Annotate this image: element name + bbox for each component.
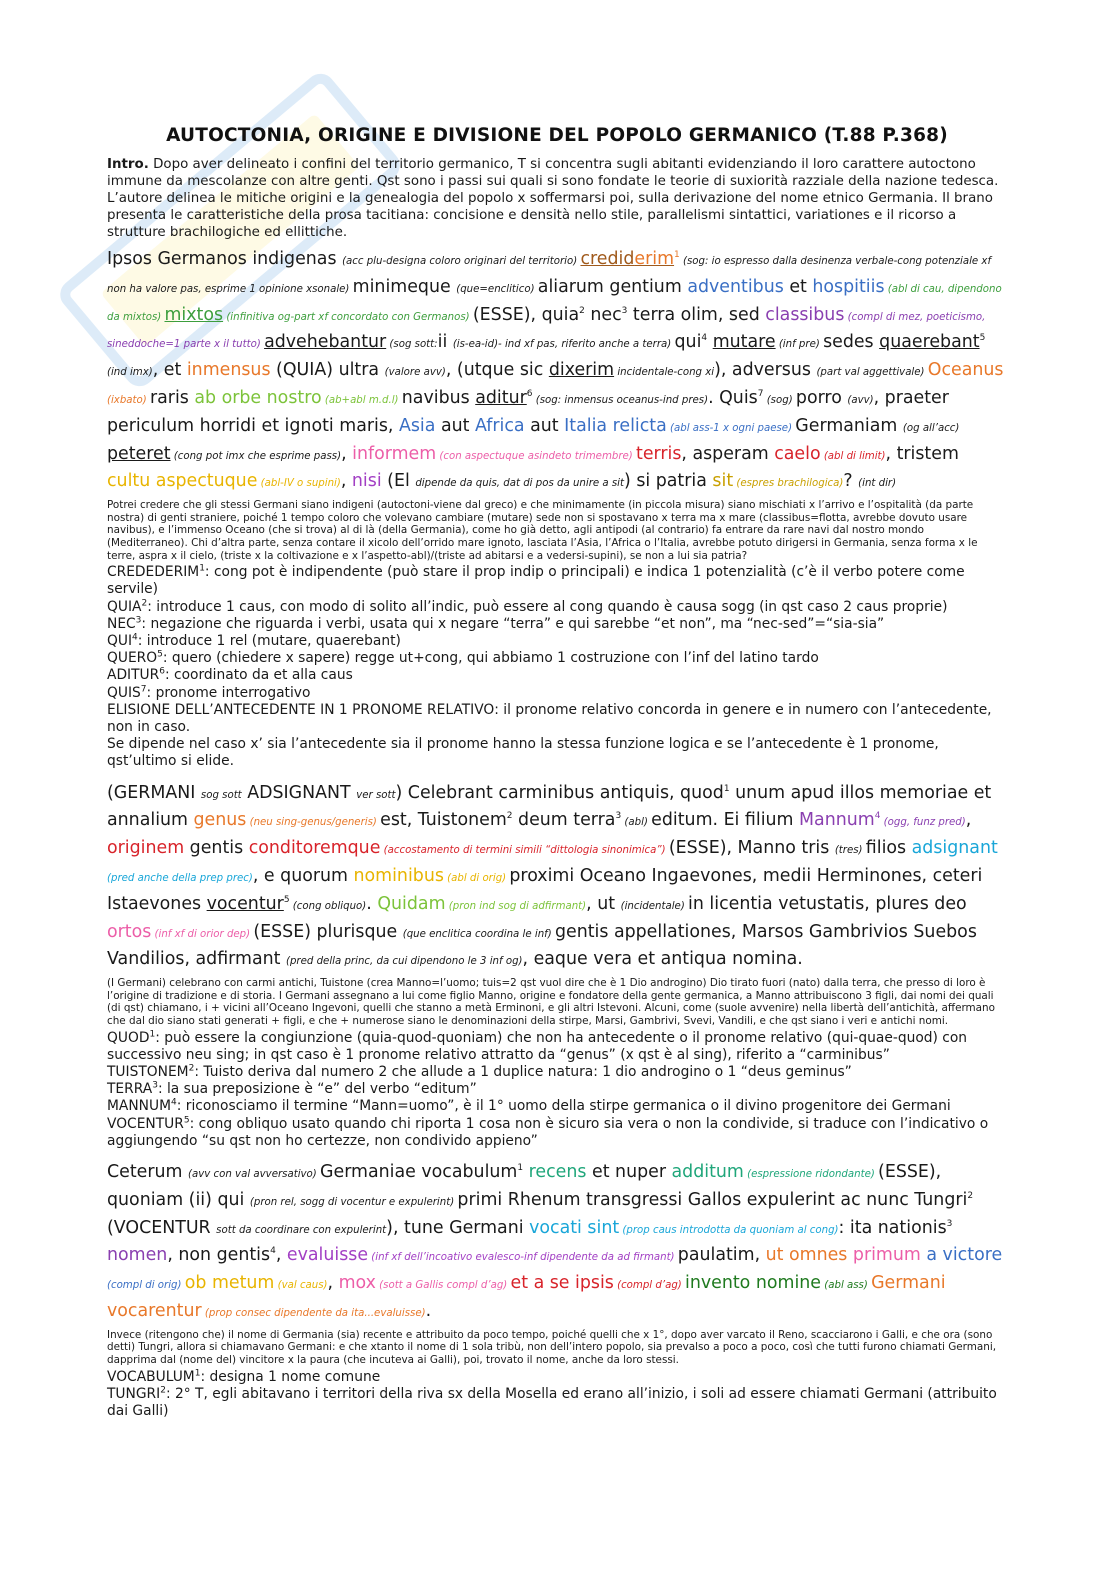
explanation-item (107, 650, 1007, 667)
explanation-item (107, 1116, 1007, 1150)
key-word: inmensus (186, 360, 271, 381)
latin-text: , non gentis (167, 1245, 271, 1266)
latin-text: sedes (823, 332, 880, 353)
explanation-keyword: MANNUM (107, 1098, 171, 1115)
latin-text: . (366, 893, 378, 914)
explanation-keyword: QUIA (107, 598, 142, 615)
word-part: erim (634, 249, 675, 269)
footnote-number: 2 (141, 597, 148, 608)
grammar-note: (neu sing-genus/generis) (246, 817, 381, 829)
grammar-note: (inf pre) (775, 339, 824, 351)
key-word: advehebantur (264, 332, 387, 353)
grammar-note: dipende da quis, dat di pos da unire a sit (415, 478, 624, 490)
latin-text: ii (437, 332, 453, 353)
explanation-keyword: NEC (107, 615, 136, 632)
explanation-text: : negazione che riguarda i verbi, usata qui x negare “terra” e qui sarebbe “et non”, ma “nec-sed”=“sia-sia” (141, 615, 885, 632)
intro-text: Dopo aver delineato i confini del territorio germanico, T si concentra sugli abitanti evidenziando il loro carattere autoctono immune da mescolanze con altre genti. Qst sono i passi sui quali si sono fondate le teorie di suxiorità razziale della nazione tedesca. L’autore delinea le mitiche origini e la genealogia del popolo x soffermarsi poi, sulla derivazione del nome etnico Germania. Il brano presenta le caratteristiche della prosa tacitiana: concisione e densità nello stile, parallelismi sintattici, variationes e il ricorso a strutture brachilogiche ed ellittiche. (107, 157, 999, 240)
explanation-item (107, 1030, 1007, 1064)
grammar-note: (abl di limit) (820, 450, 886, 462)
key-word: caelo (774, 443, 821, 464)
key-word: Germani vocarentur (107, 1273, 946, 1321)
explanations-3 (107, 1369, 1007, 1421)
footnote-number: 5 (183, 1114, 190, 1125)
grammar-note: ver sott (356, 789, 396, 801)
latin-text: . Quis (708, 387, 758, 408)
key-word: mutare (712, 332, 776, 353)
key-word: vocati sint (529, 1217, 620, 1238)
key-word: adsignant (911, 838, 998, 859)
key-word: Mannum (799, 810, 875, 831)
translation-3: Invece (ritengono che) il nome di Germania (sia) recente e attribuito da poco tempo, poiché quelli che x 1°, dopo aver varcato il Reno, scacciarono i Galli, e che ora (sono detti) Tungri, allora si chiamavano Germani: e che xtanto il nome di 1 sola tribù, non dell’intero popolo, sia prevalso a poco a poco, così che tutti furono chiamati Germani, dapprima dal (nome del) vincitore x la paura (che incuteva ai Galli), poi, trovato il nome, anche da loro stessi. (107, 1328, 997, 1366)
explanation-text: : quero (chiedere x sapere) regge ut+cong, qui abbiamo 1 costruzione con l’inf del latino tardo (162, 650, 819, 667)
key-word: nominibus (353, 865, 444, 886)
key-word: a se ipsis (533, 1273, 614, 1294)
footnote-ref: 3 (615, 811, 622, 822)
grammar-note: (sog: inmensus oceanus-ind pres) (532, 394, 709, 406)
document-page (107, 125, 1007, 1420)
latin-text: paulatim, (677, 1245, 766, 1266)
explanation-text: : riconosciamo il termine “Mann=uomo”, è il 1° uomo della stirpe germanica o il divino progenitore dei Germani (176, 1098, 951, 1115)
grammar-note: (tres) (834, 845, 866, 857)
explanation-text: : introduce 1 rel (mutare, quaerebant) (137, 632, 401, 649)
explanation-text: Se dipende nel caso x’ sia l’antecedente sia il pronome hanno la stessa funzione logica e se l’antecedente è 1 pronome, qst’ultimo si elide. (107, 736, 939, 770)
grammar-note: (sog sott: (386, 339, 438, 351)
explanation-item (107, 1098, 1007, 1115)
key-word: ab orbe nostro (194, 387, 322, 408)
grammar-note: (acc plu-designa coloro originari del territorio) (342, 256, 581, 267)
explanation-item (107, 1081, 1007, 1098)
grammar-note: (pred della princ, da cui dipendono le 3 inf og) (285, 956, 523, 968)
grammar-note: (sott a Gallis compl d’ag) (375, 1280, 511, 1292)
latin-text: aut (524, 415, 565, 436)
explanation-item (107, 702, 1007, 736)
footnote-ref: 2 (506, 811, 513, 822)
key-word: et (510, 1273, 529, 1294)
latin-text: , (340, 471, 352, 492)
key-word: peteret (107, 443, 171, 464)
explanation-text: : la sua preposizione è “e” del verbo “editum” (157, 1081, 477, 1098)
page-title: AUTOCTONIA, ORIGINE E DIVISIONE DEL POPOLO GERMANICO (T.88 P.368) (166, 125, 948, 146)
latin-text: aliarum gentium (537, 276, 688, 297)
footnote-ref: 7 (757, 389, 764, 400)
latin-text: minimeque (352, 276, 457, 297)
latin-text: , (341, 443, 353, 464)
explanation-item (107, 1064, 1007, 1081)
latin-text: ? (843, 471, 859, 492)
key-word: aditur (475, 387, 527, 408)
key-word: dixerim (548, 360, 615, 381)
footnote-ref: 1 (517, 1163, 524, 1174)
latin-text: gentis appellationes, Marsos Gambrivios Suebos Vandilios, adfirmant (107, 921, 977, 970)
explanation-keyword: CREDEDERIM (107, 564, 200, 581)
intro-label: Intro. (107, 157, 149, 172)
key-word: additum (671, 1161, 744, 1182)
latin-text: (GERMANI (107, 782, 201, 803)
explanation-text: : coordinato da et alla caus (164, 667, 353, 684)
latin-text: ), adversus (714, 360, 817, 381)
grammar-note: (compl di mez, poeticismo, sineddoche=1 parte x il tutto) (107, 311, 986, 351)
grammar-note: (abl di orig) (443, 872, 510, 884)
key-word: ob metum (184, 1273, 275, 1294)
latin-text: , e quorum (252, 865, 354, 886)
key-word: genus (193, 810, 247, 831)
key-word: mixtos (164, 304, 224, 325)
explanation-item (107, 1369, 1007, 1386)
grammar-note: (pred anche della prep prec) (107, 872, 253, 884)
latin-text: (QUIA) ultra (270, 360, 385, 381)
grammar-note: (accostamento di termini simili “dittologia sinonimica”) (380, 845, 669, 857)
footnote-number: 1 (194, 1367, 201, 1378)
footnote-number: 2 (160, 1385, 166, 1396)
key-word: cultu aspectuque (107, 471, 258, 492)
explanation-item (107, 736, 1007, 770)
grammar-note: (og all’acc) (902, 422, 960, 434)
key-word: conditoremque (248, 838, 381, 859)
key-word: Asia (398, 415, 436, 436)
explanation-text: : pronome interrogativo (146, 684, 311, 701)
latin-text: , asperam (681, 443, 775, 464)
latin-text: , tristem (885, 443, 959, 464)
latin-text: , (327, 1273, 339, 1294)
key-word: sit (712, 471, 734, 492)
grammar-note: (cong pot imx che esprime pass) (170, 450, 342, 462)
latin-text: (VOCENTUR (107, 1217, 217, 1238)
footnote-ref: 4 (270, 1246, 276, 1257)
grammar-note: (abl ass-1 x ogni paese) (666, 422, 796, 434)
latin-text: in licentia vetustatis, plures deo (688, 893, 967, 914)
footnote-number: 1 (199, 563, 205, 574)
latin-text: aut (435, 415, 475, 436)
grammar-note: (abl-IV o supini) (257, 478, 341, 490)
key-word (580, 249, 674, 269)
explanation-text: : designa 1 nome comune (200, 1368, 381, 1385)
explanation-text: : introduce 1 caus, con modo di solito all’indic, può essere al cong quando è causa sogg (in qst caso 2 caus proprie) (147, 598, 948, 615)
latin-text: primi Rhenum transgressi Gallos expulerint ac nunc Tungri (457, 1189, 968, 1210)
explanation-keyword: QUI (107, 632, 133, 649)
latin-text: ) Celebrant carminibus antiquis, quod (395, 782, 724, 803)
latin-text: , ut (586, 893, 621, 914)
key-word: terris (636, 443, 682, 464)
key-word: evaluisse (286, 1245, 369, 1266)
footnote-number: 1 (149, 1028, 156, 1039)
grammar-note: sog sott (200, 789, 242, 801)
latin-text: proximi Oceano Ingaevones, medii Herminones, ceteri Istaevones (107, 865, 983, 914)
grammar-note: (con aspectuque asindeto trimembre) (436, 450, 636, 462)
latin-text: ADSIGNANT (241, 782, 357, 803)
intro-paragraph (107, 156, 1007, 241)
grammar-note: (sog) (763, 394, 796, 406)
key-word: recens (528, 1161, 587, 1182)
explanation-keyword: TUNGRI (107, 1385, 161, 1402)
word-part: credid (580, 249, 635, 269)
footnote-ref: 4 (874, 811, 881, 822)
footnote-ref: 3 (621, 305, 628, 316)
grammar-note: sott da coordinare con expulerint (216, 1224, 387, 1236)
grammar-note: incidentale-cong xi (614, 367, 715, 379)
latin-text: qui (674, 332, 702, 353)
footnote-number: 5 (157, 649, 163, 660)
explanations-2 (107, 1030, 1007, 1150)
grammar-note: (avv con val avversativo) (188, 1168, 321, 1180)
key-word: informem (352, 443, 437, 464)
footnote-number: 2 (188, 1063, 195, 1074)
key-word: nisi (351, 471, 382, 492)
footnote-number: 3 (152, 1080, 158, 1091)
explanation-keyword: VOCENTUR (107, 1115, 184, 1132)
explanation-keyword: QUERO (107, 650, 158, 667)
footnote-number: 3 (135, 615, 142, 626)
grammar-note: (pron ind sog di adfirmant) (445, 900, 587, 912)
latin-text: nec (584, 304, 622, 325)
latin-text: , et (152, 360, 187, 381)
latin-text: et (783, 276, 813, 297)
explanation-keyword: TERRA (107, 1081, 153, 1098)
latin-text: : ita nationis (838, 1217, 947, 1238)
latin-text: (ESSE), Manno tris (668, 838, 835, 859)
footnote-ref: 1 (674, 250, 680, 261)
latin-passage-1 (107, 247, 1007, 497)
key-word: Italia relicta (564, 415, 667, 436)
latin-text: et nuper (586, 1161, 672, 1182)
key-word: ut omnes (765, 1245, 848, 1266)
explanations-1 (107, 564, 1007, 770)
grammar-note: (abl) (621, 817, 652, 829)
key-word: Quidam (377, 893, 446, 914)
grammar-note: (inf xf di orior dep) (151, 928, 254, 940)
latin-text: gentis (184, 838, 249, 859)
explanation-item (107, 1386, 1007, 1420)
grammar-note: (prop consec dipendente da ita...evaluisse) (201, 1307, 426, 1319)
latin-text: filios (865, 838, 912, 859)
explanation-text: : cong obliquo usato quando chi riporta 1 cosa non è sicuro sia vera o non la condivide, si traduce con l’indicativo o aggiungendo “su qst non ho certezze, non condivido appieno” (107, 1115, 989, 1149)
explanation-item (107, 667, 1007, 684)
explanation-text: : il pronome relativo concorda in genere e in numero con l’antecedente, non in caso. (107, 701, 992, 735)
footnote-number: 6 (159, 666, 165, 677)
key-word: adventibus (687, 276, 784, 297)
key-word: quaerebant (879, 332, 980, 353)
grammar-note: (inf xf dell’incoativo evalesco-inf dipendente da ad firmant) (368, 1252, 678, 1264)
grammar-note: (avv) (847, 394, 874, 406)
grammar-note: (sog: io espresso dalla desinenza verbale-cong potenziale xf non ha valore pas, esprime 1 opinione xsonale) (107, 256, 992, 295)
footnote-ref: 2 (967, 1190, 974, 1201)
explanation-text: : cong pot è indipendente (può stare il prop indip o principali) e indica 1 potenzialità (c’è il verbo potere come servile) (107, 564, 965, 598)
latin-text: , (965, 810, 972, 831)
latin-text: (ESSE) plurisque (253, 921, 403, 942)
key-word: invento nomine (685, 1273, 822, 1294)
grammar-note: (abl di cau, dipendono da mixtos) (107, 283, 1002, 323)
latin-text: ) si patria (624, 471, 713, 492)
key-word: a victore (926, 1245, 1003, 1266)
explanation-item (107, 616, 1007, 633)
footnote-ref: 4 (701, 333, 708, 344)
latin-text: , (275, 1245, 287, 1266)
latin-text: , eaque vera et antiqua nomina. (522, 949, 803, 970)
grammar-note: (ogg, funz pred) (880, 817, 966, 829)
explanation-text: : Tuisto deriva dal numero 2 che allude a 1 duplice natura: 1 dio androgino o 1 “deus geminus” (194, 1063, 852, 1080)
footnote-ref: 6 (526, 389, 533, 400)
explanation-item (107, 633, 1007, 650)
latin-text: Germaniam (795, 415, 903, 436)
grammar-note: (compl d’ag) (613, 1280, 685, 1292)
key-word: vocentur (206, 893, 284, 914)
latin-passage-2 (107, 781, 1007, 976)
latin-text: est, Tuistonem (380, 810, 507, 831)
explanation-keyword: QUIS (107, 684, 141, 701)
explanation-text: : 2° T, egli abitavano i territori della riva sx della Mosella ed erano all’inizio, i soli ad essere chiamati Germani (attribuito dai Galli) (107, 1385, 997, 1419)
grammar-note: (valore avv) (384, 367, 446, 379)
key-word: ortos (107, 921, 152, 942)
grammar-note: (infinitiva og-part xf concordato con Germanos) (223, 311, 473, 323)
grammar-note: (cong obliquo) (289, 900, 367, 912)
explanation-keyword: QUOD (107, 1029, 150, 1046)
explanation-keyword: ADITUR (107, 667, 160, 684)
translation-2: (I Germani) celebrano con carmi antichi, Tuistone (crea Manno=l’uomo; tuis=2 qst vuol dire che è 1 Dio androgino) Dio tirato fuori (nato) dalla terra, che presso di loro è l’origine di tradizione e di storia. I Germani assegnano a lui come figlio Manno, origine e fondatore della gente germanica, a Manno attribuiscono 3 figli, dai nomi dei quali (di qst) chiamano, i + vicini all’Oceano Ingevoni, quelli che stanno a metà Erminoni, e gli altri Istevoni. Alcuni, come (suole avvenire) nella libertà dell’antichità, affermano che dal dio siano stati generati + figli, e che + numerose siano le denominazioni della stirpe, Marsi, Gambrivi, Svevi, Vandili, e che qst siano i veri e antichi nomi. (107, 977, 995, 1027)
grammar-note: (is-ea-id)- ind xf pas, riferito anche a terra) (452, 339, 675, 351)
key-word: Africa (474, 415, 525, 436)
latin-text: raris (149, 387, 195, 408)
latin-text: , (utque sic (445, 360, 549, 381)
grammar-note: (incidentale) (620, 900, 689, 912)
key-word: primum (852, 1245, 921, 1266)
key-word: classibus (765, 304, 845, 325)
explanation-item (107, 599, 1007, 616)
latin-text: (ESSE), quia (472, 304, 580, 325)
footnote-ref: 5 (979, 333, 986, 344)
key-word: mox (338, 1273, 376, 1294)
latin-text: deum terra (512, 810, 616, 831)
grammar-note: (compl di orig) (107, 1280, 185, 1292)
grammar-note: (espressione ridondante) (743, 1168, 879, 1180)
key-word: Oceanus (927, 360, 1004, 381)
latin-text: (El (381, 471, 416, 492)
footnote-ref: 5 (283, 894, 290, 905)
latin-text: (ESSE), quoniam (ii) qui (107, 1161, 942, 1210)
grammar-note: (int dir) (858, 478, 897, 490)
grammar-note: (espres brachilogica) (733, 478, 844, 490)
latin-passage-3 (107, 1160, 1007, 1327)
grammar-note: (prop caus introdotta da quoniam al cong) (619, 1224, 839, 1236)
key-word: nomen (107, 1245, 168, 1266)
explanation-keyword: TUISTONEM (107, 1063, 189, 1080)
latin-text: Ipsos Germanos indigenas (107, 249, 343, 269)
latin-text: editum. Ei filium (651, 810, 800, 831)
explanation-keyword: ELISIONE DELL’ANTECEDENTE IN 1 PRONOME RELATIVO (107, 701, 495, 718)
footnote-ref: 1 (723, 783, 730, 794)
grammar-note: (part val aggettivale) (816, 367, 928, 379)
explanation-text: : può essere la congiunzione (quia-quod-quoniam) che non ha antecedente o il pronome relativo (qui-quae-quod) con successivo neu sing; in qst caso è 1 pronome relativo attratto da “genus” (x qst è al sing), riferito a “carminibus” (107, 1029, 968, 1063)
footnote-ref: 3 (946, 1218, 953, 1229)
grammar-note: (val caus) (274, 1280, 328, 1292)
footnote-ref: 2 (579, 305, 585, 316)
footnote-number: 7 (140, 683, 147, 694)
grammar-note: (que=enclitico) (456, 283, 538, 295)
latin-text: porro (795, 387, 848, 408)
grammar-note: (ab+abl m.d.l) (321, 394, 402, 406)
explanation-keyword: VOCABULUM (107, 1368, 195, 1385)
translation-1: Potrei credere che gli stessi Germani siano indigeni (autoctoni-viene dal greco) e che minimamente (in piccola misura) siano mischiati x l’arrivo e l’ospitalità (da parte nostra) di genti straniere, poiché 1 tempo coloro che volevano cambiare (mutare) sede non si spostavano x terra ma x mare (classibus=flotta, avrebbe dovuto usare navibus), e l’immenso Oceano (che si trova) al di là (della Germania), come ho già detto, agli antipodi (al contrario) fa entrare da rare navi dal nostro mondo (Mediterraneo). Chi d’altra parte, senza contare il xicolo dell’orrido mare ignoto, lasciata l’Asia, l’Africa o l’Italia, avrebbe potuto dirigersi in Germania, senza forma x le terre, aspra x il cielo, (triste x la coltivazione e x l’aspetto-abl)/(triste ad abitarsi e a vedersi-supini), se non a lui sia patria? (107, 499, 978, 562)
explanation-item (107, 685, 1007, 702)
explanation-item (107, 564, 1007, 598)
footnote-number: 4 (132, 632, 138, 643)
latin-text: . (425, 1300, 432, 1321)
grammar-note: (ind imx) (107, 367, 153, 379)
grammar-note: (pron rel, sogg di vocentur e expulerint) (249, 1196, 458, 1208)
latin-text: ), tune Germani (386, 1217, 530, 1238)
latin-text: Germaniae vocabulum (320, 1161, 518, 1182)
key-word: hospitiis (812, 276, 885, 297)
footnote-number: 4 (171, 1097, 177, 1108)
grammar-note: (ixbato) (107, 394, 150, 406)
latin-text: Ceterum (107, 1161, 189, 1182)
latin-text: terra olim, sed (627, 304, 766, 325)
grammar-note: (abl ass) (821, 1280, 872, 1292)
grammar-note: (que enclitica coordina le inf) (402, 928, 555, 940)
latin-text: , praeter periculum horridi et ignoti maris, (107, 387, 949, 436)
latin-text: navibus (401, 387, 476, 408)
latin-text: unum apud illos memoriae et annalium (107, 782, 992, 831)
key-word: originem (107, 838, 185, 859)
